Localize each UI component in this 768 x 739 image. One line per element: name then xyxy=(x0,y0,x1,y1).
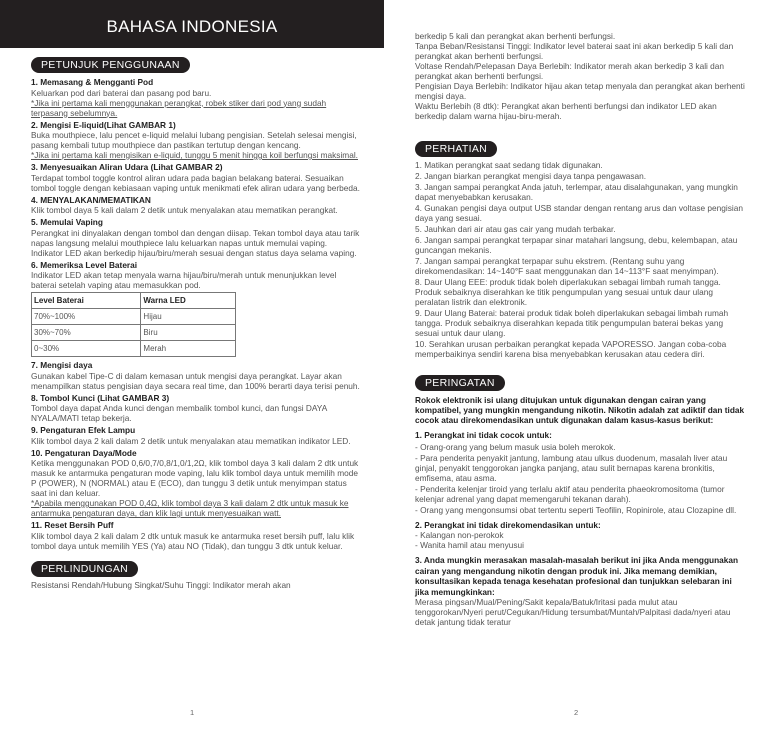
attention-item: 8. Daur Ulang EEE: produk tidak boleh diperlakukan sebagai limbah rumah tangga. Produk sebaiknya diserahkan ke titik pengumpulan yang sesuai untuk daur ulang peralatan listrik dan elektronik. xyxy=(415,277,721,307)
not-suitable-heading: 1. Perangkat ini tidak cocok untuk: xyxy=(415,430,552,440)
table-header-row xyxy=(32,293,236,309)
not-suitable-item: - Orang-orang yang belum masuk usia boleh merokok. xyxy=(415,441,616,452)
step-note: *Jika ini pertama kali mengisikan e-liquid, tunggu 5 menit hingga koil berfungsi maksimal. xyxy=(31,150,358,160)
step-body: Ketika menggunakan POD 0,6/0,7/0,8/1,0/1,2Ω, klik tombol daya 3 kali dalam 2 dtk untuk masuk ke antarmuka pengaturan mode vaping, lalu klik tombol daya untuk memilih mode P (POWER), N (NORMAL) atau E (ECO), dan tunggu 3 detik untuk menyimpan status saat ini dan keluar. xyxy=(31,458,359,498)
symptoms-body: Merasa pingsan/Mual/Pening/Sakit kepala/Batuk/Iritasi pada mulut atau tenggorokan/Nyeri perut/Cegukan/Hidung tersumbat/Muntah/Palpitasi dada/nyeri atau detak jantung tidak teratur xyxy=(415,597,731,627)
attention-item: 2. Jangan biarkan perangkat mengisi daya tanpa pengawasan. xyxy=(415,171,647,181)
step-5 xyxy=(31,217,361,258)
step-body: Buka mouthpiece, lalu pencet e-liquid melalui lubang pengisian. Setelah selesai mengisi, pasang kembali tutup mouthpiece dan pastikan tertutup dengan kencang. xyxy=(31,130,357,150)
not-suitable-item: - Para penderita penyakit jantung, lambung atau ulkus duodenum, masalah liver atau ginjal, penyakit tenggorokan jangka panjang, atau sulit bernapas karena bronkitis, emfisema, atau asma. xyxy=(415,452,728,483)
step-10 xyxy=(31,448,361,519)
not-recommended-item: - Wanita hamil atau menyusui xyxy=(415,540,524,550)
table-cell: Biru xyxy=(141,325,236,341)
step-body: Tombol daya dapat Anda kunci dengan membalik tombol kunci, dan fungsi DAYA NYALA/MATI tetap bekerja. xyxy=(31,403,327,423)
protection-text: Pengisian Daya Berlebih: Indikator hijau akan tetap menyala dan perangkat akan berhenti mengisi daya. xyxy=(415,81,745,101)
attention-section xyxy=(415,141,745,359)
table-cell: 0~30% xyxy=(32,341,141,357)
step-3 xyxy=(31,162,361,193)
warning-intro: Rokok elektronik isi ulang ditujukan untuk digunakan dengan cairan yang kompatibel, yang mungkin mengandung nikotin. Nikotin adalah zat adiktif dan tidak cocok atau direkomendasikan untuk digunakan dalam kasus-kasus berikut: xyxy=(415,395,745,425)
section-title-warning: PERINGATAN xyxy=(415,375,505,391)
step-note: *Jika ini pertama kali menggunakan perangkat, robek stiker dari pod yang sudah terpasang sebelumnya. xyxy=(31,97,327,118)
step-heading: 6. Memeriksa Level Baterai xyxy=(31,259,138,270)
language-title: BAHASA INDONESIA xyxy=(106,17,278,36)
step-heading: 1. Memasang & Mengganti Pod xyxy=(31,77,154,87)
step-heading: 4. MENYALAKAN/MEMATIKAN xyxy=(31,194,151,205)
step-heading: 10. Pengaturan Daya/Mode xyxy=(31,447,137,458)
attention-item: 5. Jauhkan dari air atau gas cair yang mudah terbakar. xyxy=(415,224,616,234)
step-11 xyxy=(31,520,361,551)
symptoms-heading: 3. Anda mungkin merasakan masalah-masalah berikut ini jika Anda menggunakan cairan yang mengandung nikotin dengan produk ini. Jika memang demikian, konsultasikan kepada tenaga kesehatan profesional dan tunjukkan selebaran ini jika memungkinkan: xyxy=(415,555,739,597)
language-header-bar xyxy=(0,0,384,48)
protection-text: Voltase Rendah/Pelepasan Daya Berlebih: Indikator merah akan berkedip 3 kali dan perangkat akan berhenti berfungsi. xyxy=(415,61,725,81)
page-2-column xyxy=(415,31,745,627)
section-title-instructions: PETUNJUK PENGGUNAAN xyxy=(31,57,190,73)
attention-item: 1. Matikan perangkat saat sedang tidak digunakan. xyxy=(415,160,603,170)
step-4 xyxy=(31,195,361,216)
attention-item: 10. Serahkan urusan perbaikan perangkat kepada VAPORESSO. Jangan coba-coba memperbaikinya sendiri karena bisa menyebabkan kerusakan atau cedera diri. xyxy=(415,339,727,359)
table-row xyxy=(32,341,236,357)
attention-item: 9. Daur Ulang Baterai: baterai produk tidak boleh diperlakukan sebagai limbah rumah tangga. Produk sebaiknya diserahkan kepada titik pengumpulan baterai bekas yang sesuai untuk daur ulang. xyxy=(415,308,729,338)
protection-section xyxy=(31,561,361,590)
not-recommended-heading: 2. Perangkat ini tidak direkomendasikan untuk: xyxy=(415,519,601,530)
table-cell: Merah xyxy=(141,341,236,357)
section-title-protection: PERLINDUNGAN xyxy=(31,561,138,577)
step-body: Klik tombol daya 2 kali dalam 2 dtk untuk masuk ke antarmuka reset bersih puff, lalu klik tombol daya untuk memilih YES (Ya) atau NO (Tidak), dan tunggu 3 dtk untuk keluar. xyxy=(31,530,355,551)
attention-item: 7. Jangan sampai perangkat terpapar suhu ekstrem. (Rentang suhu yang direkomendasikan: 14~140°F saat menggunakan dan 14~113°F saat menyimpan). xyxy=(415,256,719,276)
page-number: 2 xyxy=(574,708,579,717)
step-heading: 11. Reset Bersih Puff xyxy=(31,520,114,530)
table-header: Warna LED xyxy=(141,293,236,309)
protection-text: Tanpa Beban/Resistansi Tinggi: Indikator level baterai saat ini akan berkedip 5 kali dan perangkat akan berhenti berfungsi. xyxy=(415,41,734,61)
step-body: Terdapat tombol toggle kontrol aliran udara pada bagian belakang baterai. Sesuaikan tombol toggle dengan kebiasaan vaping untuk menikmati efek aliran udara yang berbeda. xyxy=(31,172,360,193)
step-heading: 3. Menyesuaikan Aliran Udara (Lihat GAMBAR 2) xyxy=(31,162,223,172)
step-heading: 8. Tombol Kunci (Lihat GAMBAR 3) xyxy=(31,392,170,403)
protection-text: Resistansi Rendah/Hubung Singkat/Suhu Tinggi: Indikator merah akan xyxy=(31,579,291,590)
table-cell: 30%~70% xyxy=(32,325,141,341)
section-title-attention: PERHATIAN xyxy=(415,141,497,157)
protection-text: Waktu Berlebih (8 dtk): Perangkat akan berhenti berfungsi dan indikator LED akan berkedip dalam warna hijau-biru-merah. xyxy=(415,101,717,121)
step-body: Perangkat ini dinyalakan dengan tombol dan dengan diisap. Tekan tombol daya atau tarik napas langsung melalui mouthpiece lalu keluarkan napas untuk memulai vaping. Indikator LED akan berkedip hijau/biru/merah sesuai dengan status daya selama vaping. xyxy=(31,227,360,258)
step-note: *Apabila menggunakan POD 0,4Ω, klik tombol daya 3 kali dalam 2 dtk untuk masuk ke antarmuka pengaturan daya, dan klik lagi untuk menyesuaikan watt. xyxy=(31,498,349,518)
table-header: Level Baterai xyxy=(32,293,141,309)
not-suitable-item: - Orang yang mengonsumsi obat tertentu seperti Teofilin, Ropinirole, atau Clozapine dll. xyxy=(415,504,737,515)
step-6 xyxy=(31,260,361,358)
step-1 xyxy=(31,77,361,118)
not-suitable-item: - Penderita kelenjar tiroid yang terlalu aktif atau penderita phaeokromositoma (tumor kelenjar adrenal yang dapat memengaruhi tekanan darah). xyxy=(415,483,725,504)
attention-item: 6. Jangan sampai perangkat terpapar sinar matahari langsung, debu, kelembapan, atau guncangan mekanis. xyxy=(415,235,738,255)
step-body: Gunakan kabel Tipe-C di dalam kemasan untuk mengisi daya perangkat. Layar akan menampilkan status pengisian daya secara real time, dan 100% berarti daya terisi penuh. xyxy=(31,370,360,391)
step-8 xyxy=(31,393,361,424)
page-number: 1 xyxy=(190,708,195,717)
attention-item: 4. Gunakan pengisi daya output USB standar dengan rentang arus dan voltase pengisian daya yang sesuai. xyxy=(415,203,743,223)
step-9 xyxy=(31,425,361,446)
table-cell: Hijau xyxy=(141,309,236,325)
page-1-column xyxy=(31,57,361,590)
attention-item: 3. Jangan sampai perangkat Anda jatuh, terlempar, atau disalahgunakan, yang mungkin dapat menyebabkan kerusakan. xyxy=(415,182,738,202)
battery-level-table xyxy=(31,292,236,357)
step-body: Klik tombol daya 5 kali dalam 2 detik untuk menyalakan atau mematikan perangkat. xyxy=(31,205,338,215)
step-body: Keluarkan pod dari baterai dan pasang pod baru. xyxy=(31,87,212,98)
step-body: Indikator LED akan tetap menyala warna hijau/biru/merah untuk menunjukkan level baterai setelah vaping atau memasukkan pod. xyxy=(31,270,337,290)
step-heading: 2. Mengisi E-liquid(Lihat GAMBAR 1) xyxy=(31,119,176,130)
table-row xyxy=(32,309,236,325)
step-2 xyxy=(31,120,361,161)
table-row xyxy=(32,325,236,341)
not-recommended-item: - Kalangan non-perokok xyxy=(415,530,504,540)
step-7 xyxy=(31,360,361,391)
warning-section xyxy=(415,375,745,627)
table-cell: 70%~100% xyxy=(32,309,141,325)
step-heading: 5. Memulai Vaping xyxy=(31,217,103,227)
step-heading: 9. Pengaturan Efek Lampu xyxy=(31,425,136,435)
step-body: Klik tombol daya 2 kali dalam 2 detik untuk menyalakan atau mematikan indikator LED. xyxy=(31,435,351,446)
step-heading: 7. Mengisi daya xyxy=(31,360,93,370)
protection-text: berkedip 5 kali dan perangkat akan berhenti berfungsi. xyxy=(415,31,616,41)
